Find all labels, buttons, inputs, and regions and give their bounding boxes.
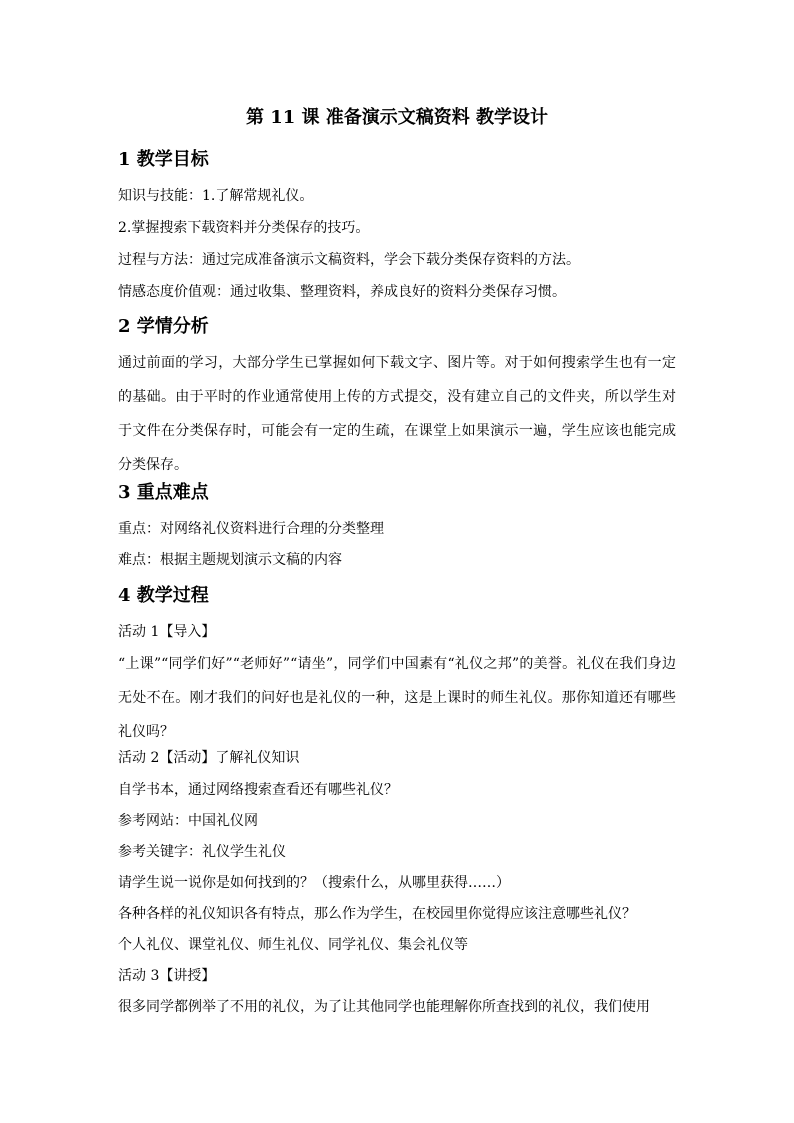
activity-2-line: 参考关键字：礼仪学生礼仪 bbox=[118, 844, 286, 860]
heading-teaching-goals: 1 教学目标 bbox=[118, 149, 209, 170]
goal-line: 情感态度价值观：通过收集、整理资料，养成良好的资料分类保存习惯。 bbox=[118, 284, 566, 300]
activity-3-label: 活动 3【讲授】 bbox=[118, 968, 216, 984]
key-point-line: 重点：对网络礼仪资料进行合理的分类整理 bbox=[118, 521, 384, 537]
activity-2-label: 活动 2【活动】了解礼仪知识 bbox=[118, 750, 300, 766]
student-analysis-paragraph: 通过前面的学习，大部分学生已掌握如何下载文字、图片等。对于如何搜索学生也有一定的基础。由于平时的作业通常使用上传的方式提交，没有建立自己的文件夹，所以学生对于文件在分类保存时，可能会有一定的生疏，在课堂上如果演示一遍，学生应该也能完成分类保存。 bbox=[118, 355, 676, 473]
key-point-line: 难点：根据主题规划演示文稿的内容 bbox=[118, 552, 342, 568]
activity-2-line: 请学生说一说你是如何找到的？（搜索什么，从哪里获得……） bbox=[118, 875, 510, 891]
activity-2-line: 个人礼仪、课堂礼仪、师生礼仪、同学礼仪、集会礼仪等 bbox=[118, 937, 468, 953]
activity-2-line: 自学书本，通过网络搜索查看还有哪些礼仪？ bbox=[118, 782, 398, 798]
heading-student-analysis: 2 学情分析 bbox=[118, 316, 209, 337]
activity-2-line: 各种各样的礼仪知识各有特点，那么作为学生，在校园里你觉得应该注意哪些礼仪？ bbox=[118, 906, 636, 922]
document-title: 第 11 课 准备演示文稿资料 教学设计 bbox=[245, 107, 549, 128]
goal-line: 过程与方法：通过完成准备演示文稿资料，学会下载分类保存资料的方法。 bbox=[118, 252, 580, 268]
goal-line: 知识与技能：1.了解常规礼仪。 bbox=[118, 188, 314, 204]
activity-1-label: 活动 1【导入】 bbox=[118, 624, 216, 640]
activity-1-text: “上课”“同学们好”“老师好”“请坐”，同学们中国素有“礼仪之邦”的美誉。礼仪在我们身边无处不在。刚才我们的问好也是礼仪的一种，这是上课时的师生礼仪。那你知道还有哪些礼仪吗？ bbox=[118, 656, 676, 740]
heading-key-points: 3 重点难点 bbox=[118, 482, 209, 503]
activity-3-text: 很多同学都例举了不用的礼仪，为了让其他同学也能理解你所查找到的礼仪，我们使用 bbox=[118, 999, 650, 1015]
goal-line: 2.掌握搜索下载资料并分类保存的技巧。 bbox=[118, 220, 370, 236]
activity-2-line: 参考网站：中国礼仪网 bbox=[118, 813, 258, 829]
heading-teaching-process: 4 教学过程 bbox=[118, 585, 209, 606]
